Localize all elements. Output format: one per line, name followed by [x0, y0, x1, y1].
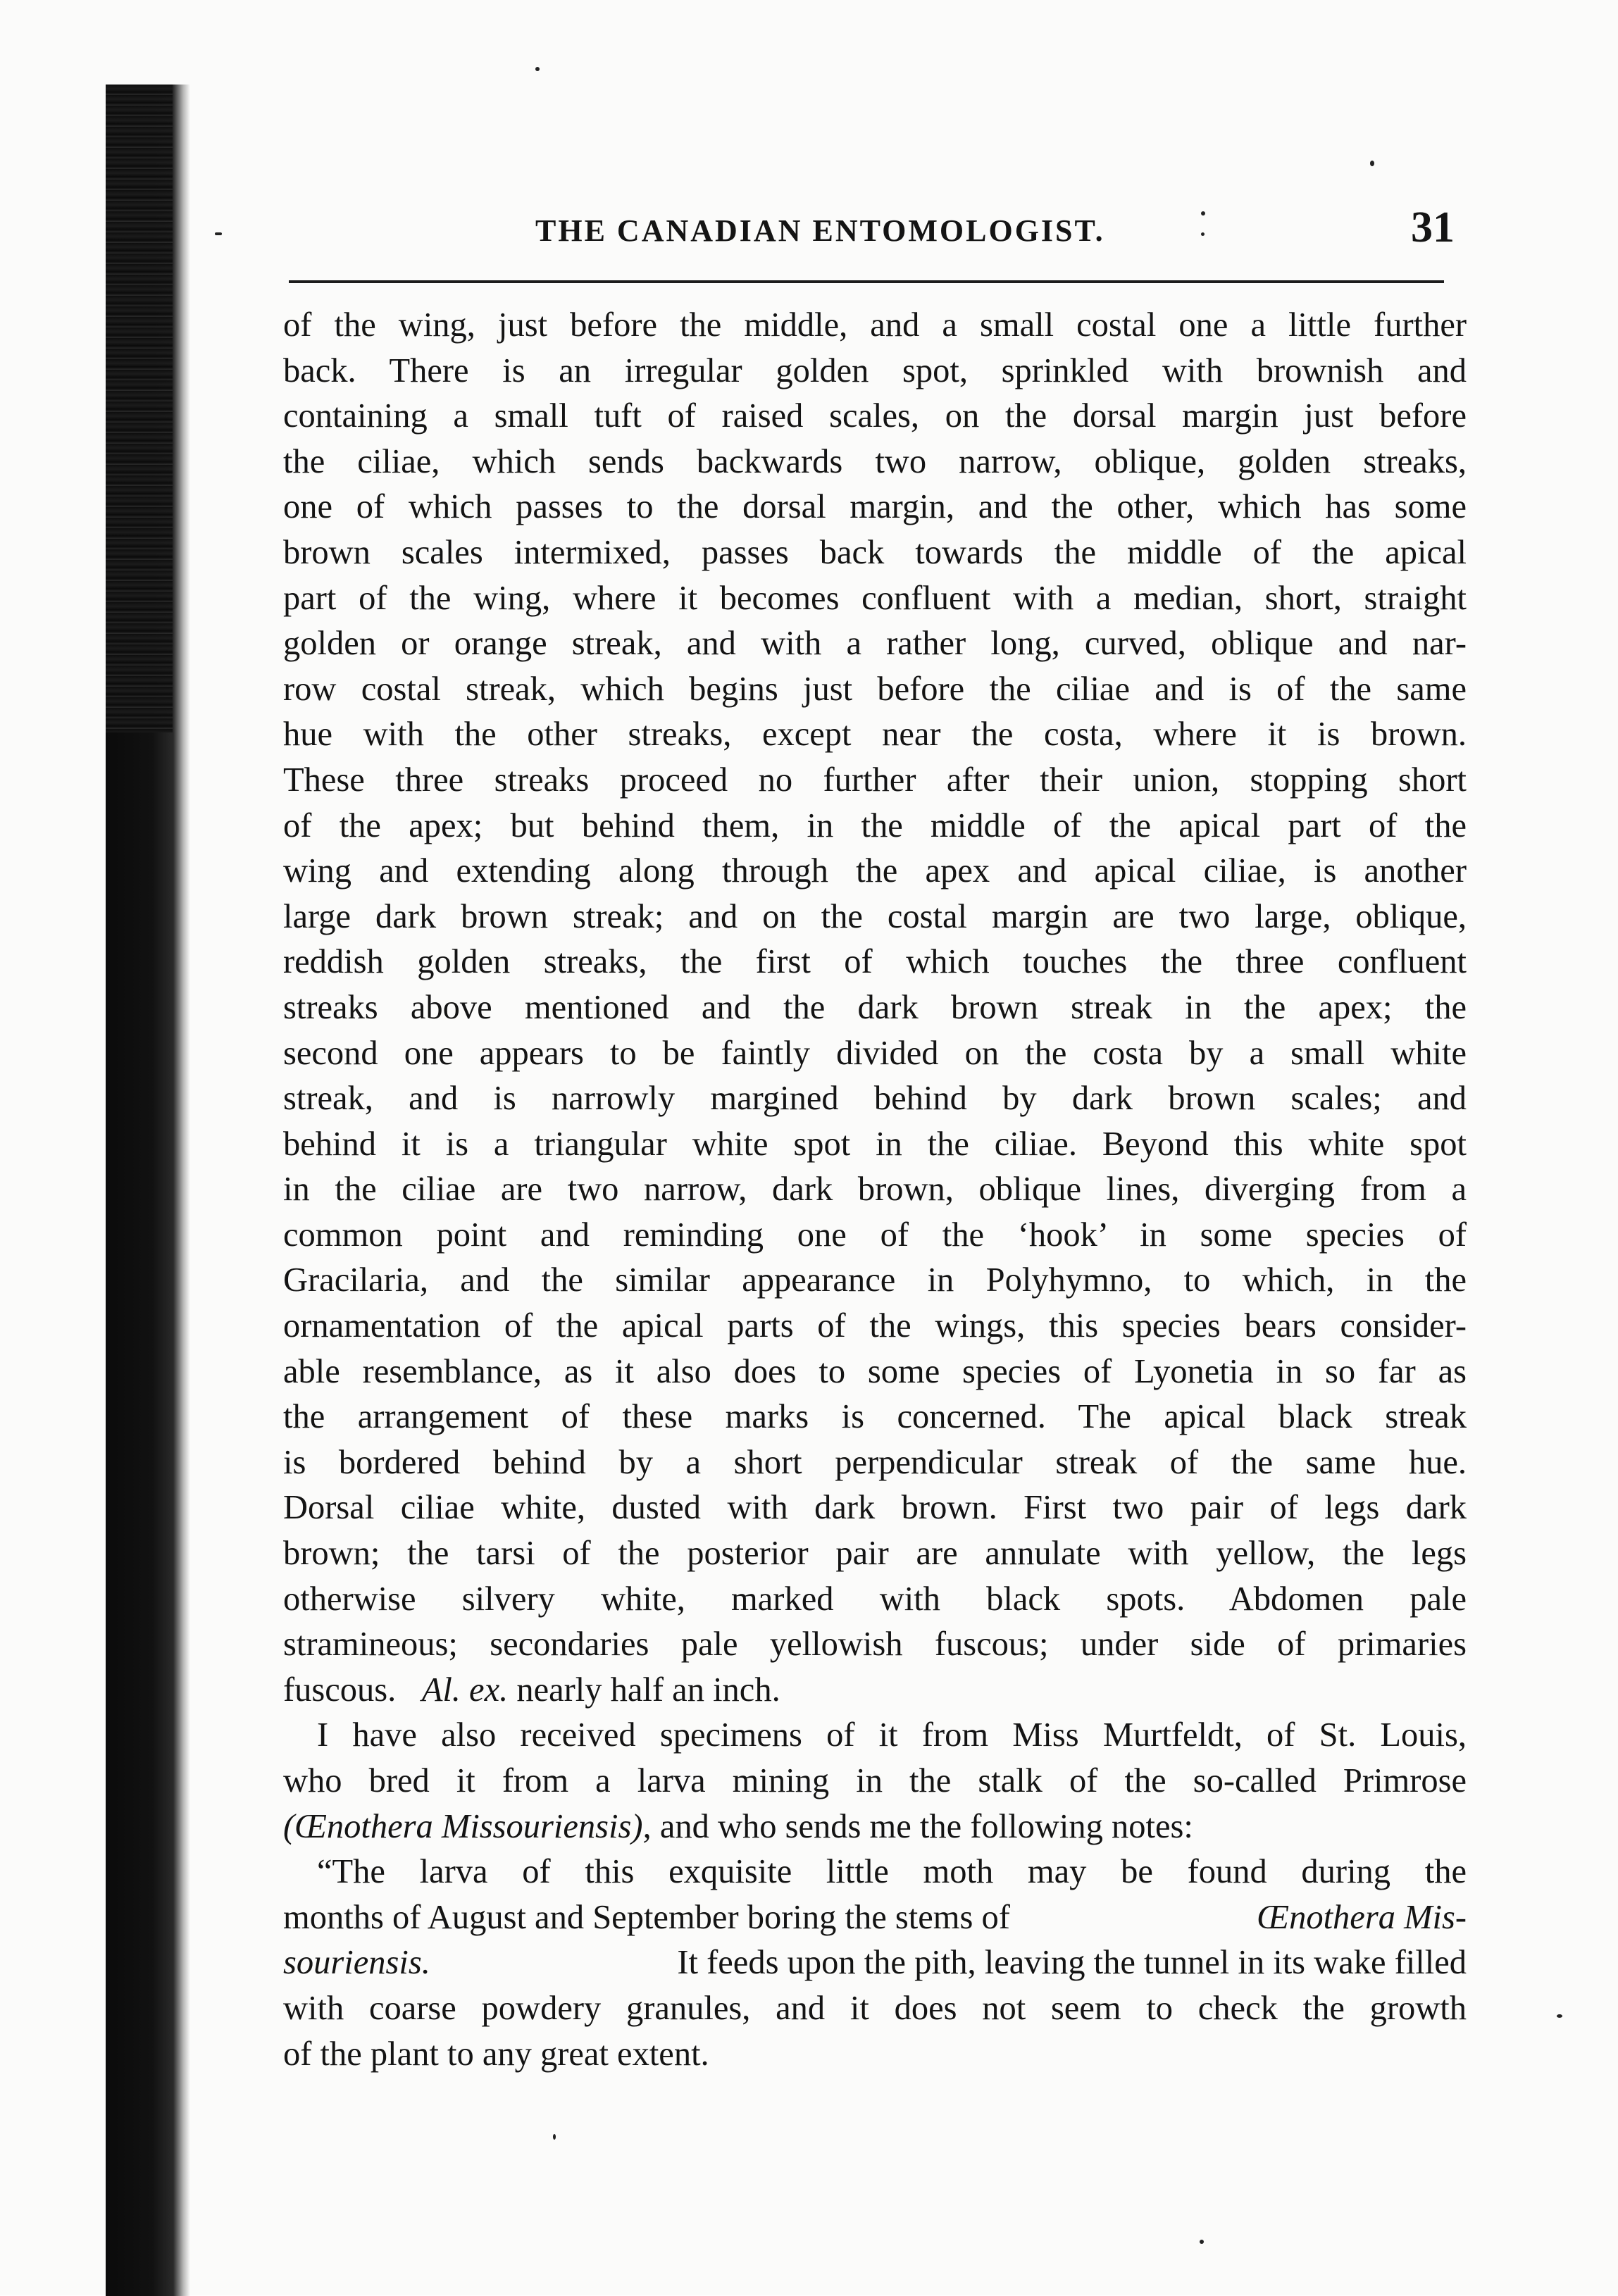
text-fragment: and who sends me the following notes: — [659, 1807, 1193, 1845]
text-line: part of the wing, where it becomes confluent with a median, short, straight — [283, 579, 1467, 617]
text-line: streaks above mentioned and the dark brown streak in the apex; the — [283, 988, 1467, 1026]
text-line: large dark brown streak; and on the costal margin are two large, oblique, — [283, 897, 1467, 935]
body-text — [283, 303, 1467, 2077]
text-line: stramineous; secondaries pale yellowish fuscous; under side of primaries — [283, 1626, 1467, 1664]
italic-species-name: souriensis. — [283, 1944, 430, 1982]
text-fragment: months of August and September boring the stems of — [283, 1898, 1010, 1936]
text-line — [283, 1940, 1467, 1986]
text-line: otherwise silvery white, marked with black spots. Abdomen pale — [283, 1580, 1467, 1618]
text-line: the ciliae, which sends backwards two narrow, oblique, golden streaks, — [283, 442, 1467, 480]
page-number: 31 — [1411, 204, 1455, 251]
text-line: reddish golden streaks, the first of which touches the three confluent — [283, 943, 1467, 981]
text-line — [283, 1668, 1467, 1714]
text-line: brown; the tarsi of the posterior pair are annulate with yellow, the legs — [283, 1535, 1467, 1573]
text-line: brown scales intermixed, passes back towards the middle of the apical — [283, 533, 1467, 571]
text-line: back. There is an irregular golden spot, sprinkled with brownish and — [283, 351, 1467, 389]
text-line: second one appears to be faintly divided on the costa by a small white — [283, 1034, 1467, 1072]
header-rule — [289, 280, 1444, 283]
text-line: wing and extending along through the apex and apical ciliae, is another — [283, 852, 1467, 890]
binding-shadow-texture — [106, 85, 173, 732]
text-line: of the apex; but behind them, in the middle of the apical part of the — [283, 806, 1467, 844]
text-line — [283, 1804, 1467, 1850]
text-line: ornamentation of the apical parts of the wings, this species bears consider- — [283, 1307, 1467, 1345]
text-line: hue with the other streaks, except near the costa, where it is brown. — [283, 716, 1467, 754]
scan-speck — [1370, 161, 1374, 166]
text-line: common point and reminding one of the ‘hook’ in some species of — [283, 1216, 1467, 1254]
text-line: the arrangement of these marks is concerned. The apical black streak — [283, 1398, 1467, 1436]
text-line: in the ciliae are two narrow, dark brown, oblique lines, diverging from a — [283, 1171, 1467, 1209]
text-line: who bred it from a larva mining in the stalk of the so-called Primrose — [283, 1762, 1467, 1799]
italic-species-name: Œnothera Mis- — [1257, 1898, 1467, 1936]
text-fragment: It feeds upon the pith, leaving the tunnel in its wake filled — [677, 1944, 1467, 1982]
italic-species-name: (Œnothera Missouriensis), — [283, 1807, 652, 1845]
text-line: able resemblance, as it also does to some species of Lyonetia in so far as — [283, 1352, 1467, 1390]
text-line: These three streaks proceed no further after their union, stopping short — [283, 761, 1467, 799]
text-fragment: nearly half an inch. — [516, 1671, 780, 1709]
text-fragment: fuscous. — [283, 1671, 397, 1709]
text-line: is bordered behind by a short perpendicular streak of the same hue. — [283, 1443, 1467, 1481]
text-line: “The larva of this exquisite little moth may be found during the — [317, 1853, 1467, 1891]
page-header — [282, 204, 1455, 261]
scan-speck — [215, 232, 222, 235]
text-line: streak, and is narrowly margined behind by dark brown scales; and — [283, 1080, 1467, 1118]
text-line: row costal streak, which begins just before the ciliae and is of the same — [283, 670, 1467, 708]
text-line: golden or orange streak, and with a rather long, curved, oblique and nar- — [283, 625, 1467, 663]
text-line: of the plant to any great extent. — [283, 2035, 709, 2073]
running-title: THE CANADIAN ENTOMOLOGIST. — [535, 213, 1105, 248]
text-line: Gracilaria, and the similar appearance in Polyhymno, to which, in the — [283, 1261, 1467, 1299]
text-line: with coarse powdery granules, and it does not seem to check the growth — [283, 1989, 1467, 2027]
text-line: I have also received specimens of it from Miss Murtfeldt, of St. Louis, — [317, 1716, 1467, 1754]
text-line: behind it is a triangular white spot in the ciliae. Beyond this white spot — [283, 1125, 1467, 1163]
scan-speck — [535, 67, 540, 71]
text-line: Dorsal ciliae white, dusted with dark brown. First two pair of legs dark — [283, 1489, 1467, 1527]
scan-speck — [1557, 2014, 1562, 2018]
text-line: of the wing, just before the middle, and a small costal one a little further — [283, 306, 1467, 344]
text-line: one of which passes to the dorsal margin, and the other, which has some — [283, 488, 1467, 526]
scan-speck — [553, 2134, 556, 2140]
italic-abbreviation: Al. ex. — [421, 1671, 509, 1709]
text-line — [283, 1895, 1467, 1941]
scan-speck — [1200, 2240, 1204, 2244]
text-line: containing a small tuft of raised scales, on the dorsal margin just before — [283, 397, 1467, 435]
